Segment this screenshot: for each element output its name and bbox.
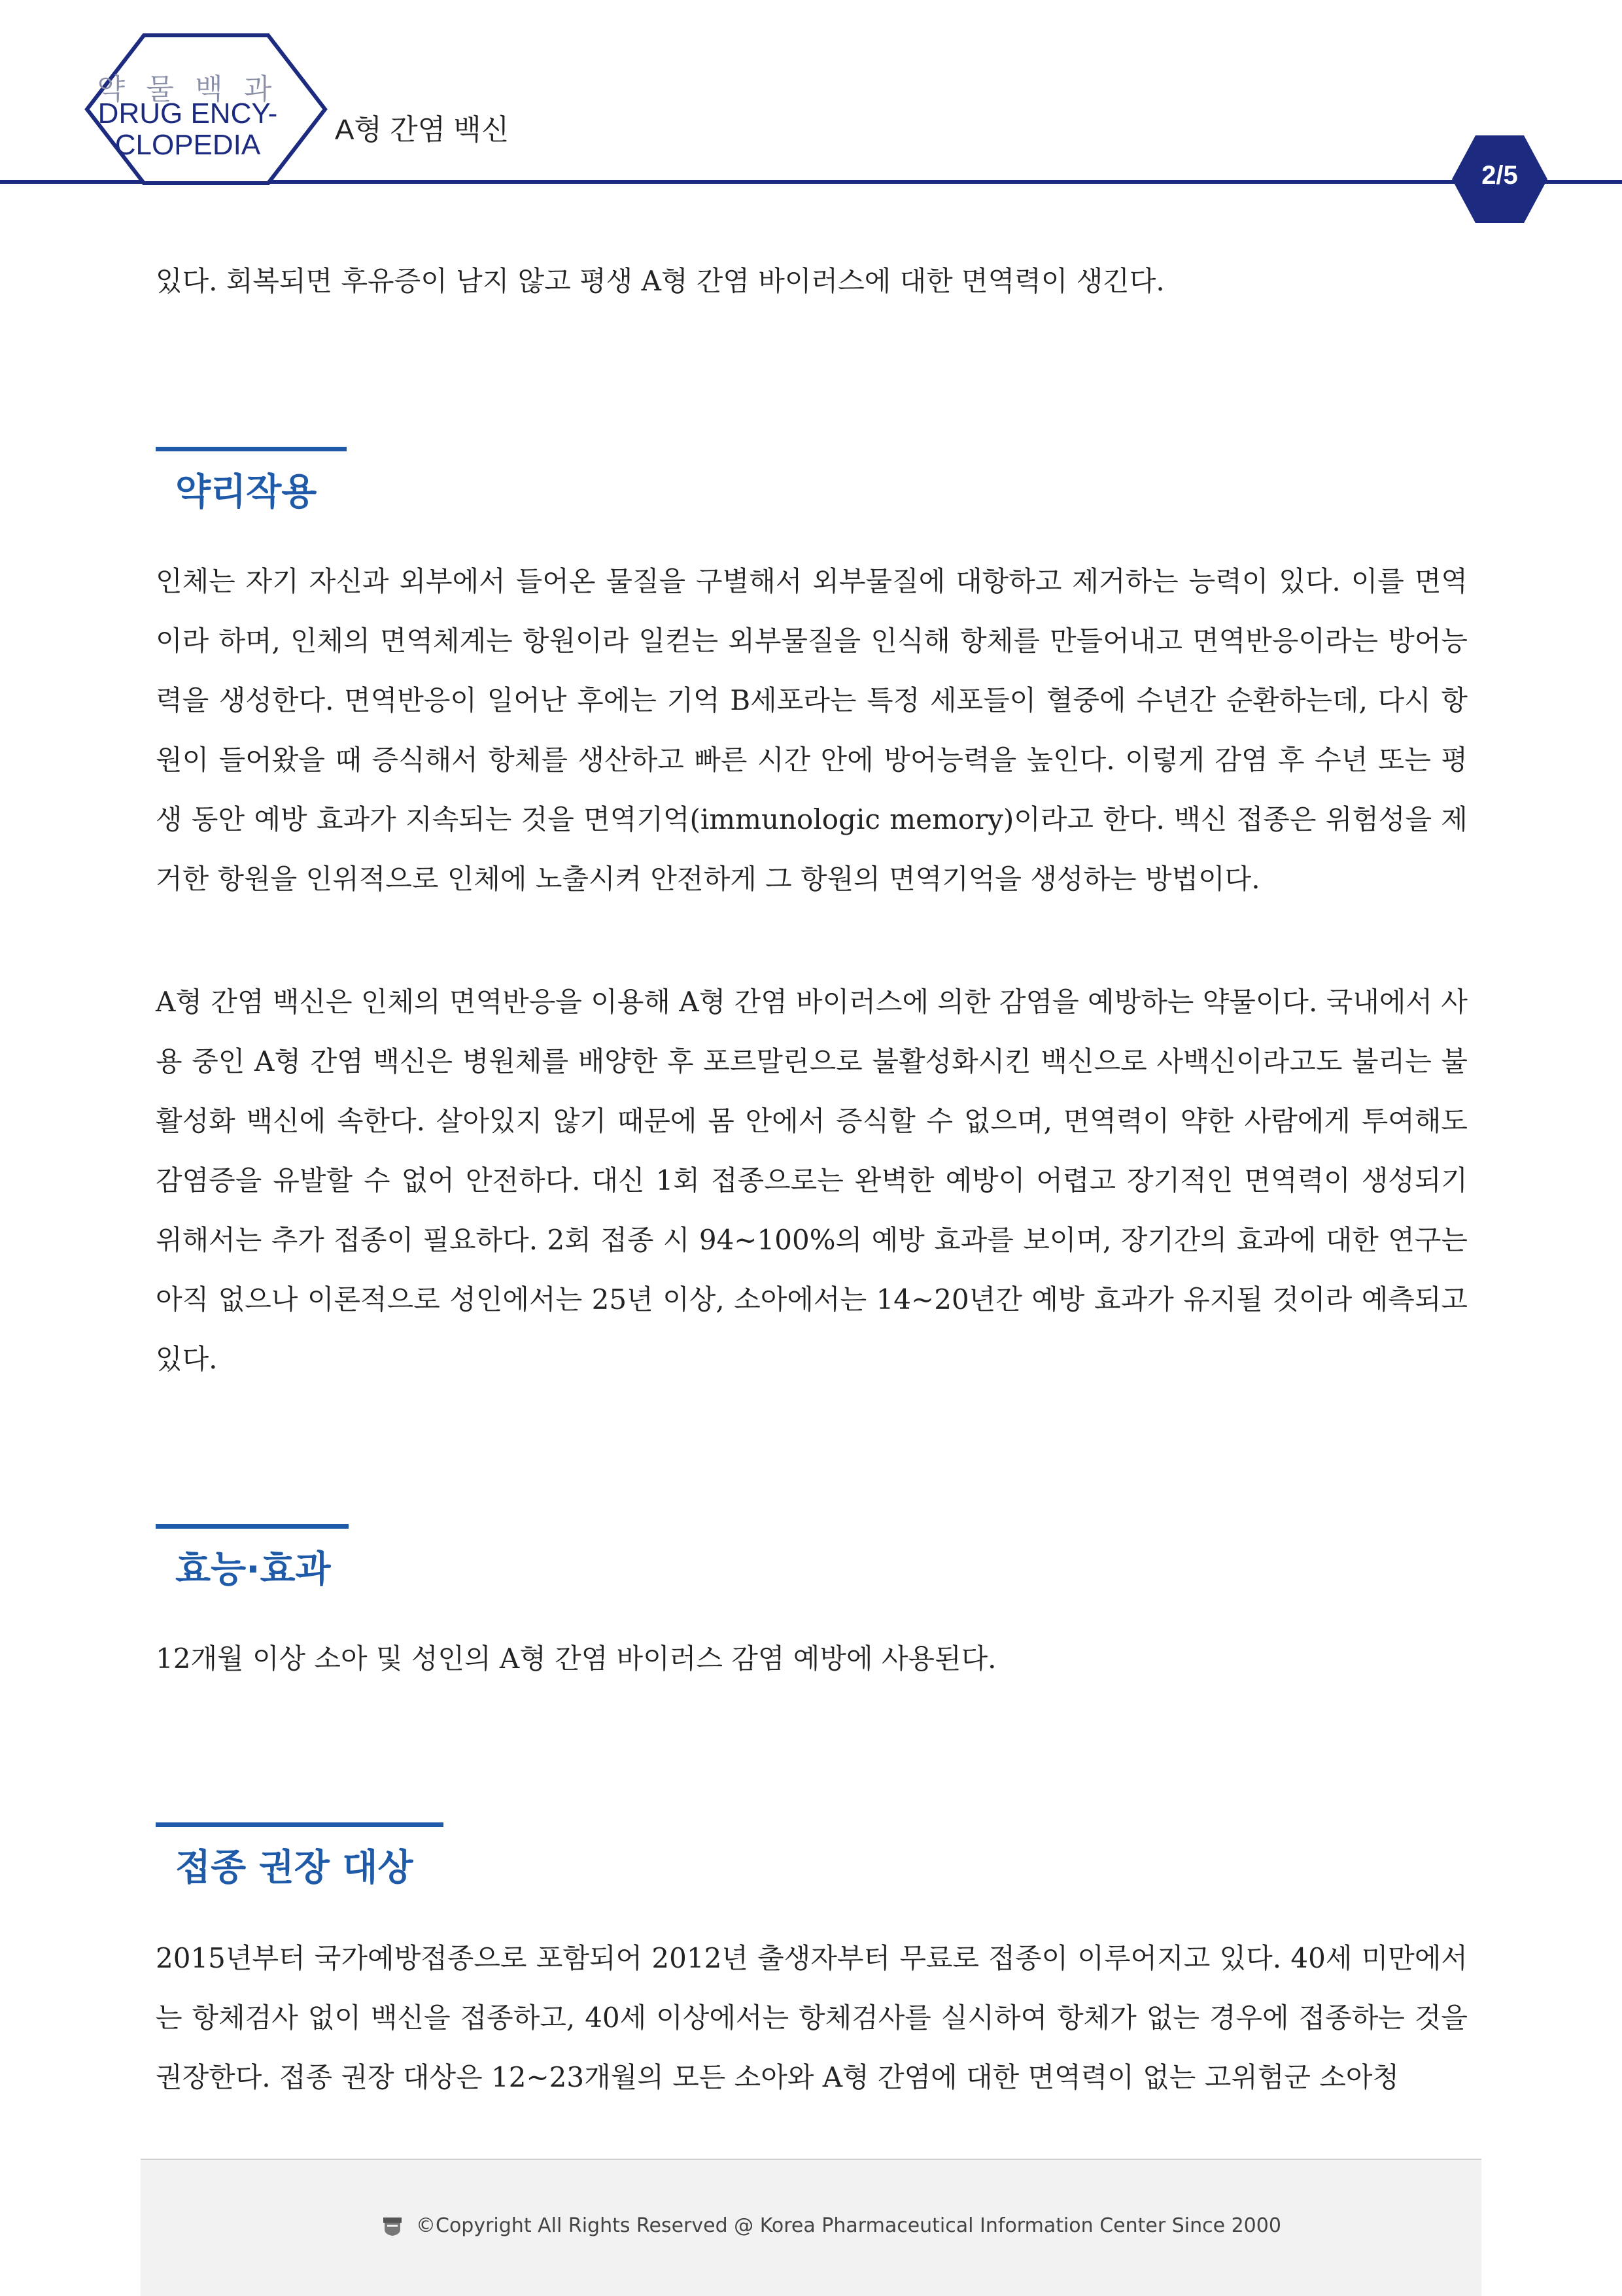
section-title-efficacy: 효능·효과 bbox=[175, 1548, 331, 1591]
section-bar-pharmacology bbox=[156, 447, 347, 451]
logo-english-line1: DRUG ENCY- bbox=[97, 97, 278, 130]
section-bar-efficacy bbox=[156, 1524, 349, 1529]
kpic-emblem-icon bbox=[381, 2214, 404, 2237]
pharmacology-paragraph-1: 인체는 자기 자신과 외부에서 들어온 물질을 구별해서 외부물질에 대항하고 제거하는 능력이 있다. 이를 면역이라 하며, 인체의 면역체계는 항원이라 일컫는 외부물질을 인식해 항체를 만들어내고 면역반응이라는 방어능력을 생성한다. 면역반응이 일어난 후에는 기억 B세포라는 특정 세포들이 혈중에 수년간 순환하는데, 다시 항원이 들어왔을 때 증식해서 항체를 생산하고 빠른 시간 안에 방어능력을 높인다. 이렇게 감염 후 수년 또는 평생 동안 예방 효과가 지속되는 것을 면역기억(immunologic memory)이라고 한다. 백신 접종은 위험성을 제거한 항원을 인위적으로 인체에 노출시켜 안전하게 그 항원의 면역기억을 생성하는 방법이다. bbox=[156, 565, 1468, 895]
page-indicator: 2/5 bbox=[1481, 161, 1518, 190]
logo-korean-text: 약 물 백 과 bbox=[97, 73, 279, 105]
document-title: A형 간염 백신 bbox=[335, 114, 509, 146]
intro-continuation-paragraph: 있다. 회복되면 후유증이 남지 않고 평생 A형 간염 바이러스에 대한 면역력이 생긴다. bbox=[156, 265, 1165, 297]
efficacy-paragraph: 12개월 이상 소아 및 성인의 A형 간염 바이러스 감염 예방에 사용된다. bbox=[156, 1643, 997, 1675]
logo-english-line2: CLOPEDIA bbox=[114, 129, 261, 161]
section-title-recommended-recipients: 접종 권장 대상 bbox=[175, 1847, 413, 1889]
footer-copyright: ©Copyright All Rights Reserved @ Korea Pharmaceutical Information Center Since 2000 bbox=[416, 2214, 1281, 2237]
pharmacology-paragraph-2: A형 간염 백신은 인체의 면역반응을 이용해 A형 간염 바이러스에 의한 감염을 예방하는 약물이다. 국내에서 사용 중인 A형 간염 백신은 병원체를 배양한 후 포르말린으로 불활성화시킨 백신으로 사백신이라고도 불리는 불활성화 백신에 속한다. 살아있지 않기 때문에 몸 안에서 증식할 수 없으며, 면역력이 약한 사람에게 투여해도 감염증을 유발할 수 없어 안전하다. 대신 1회 접종으로는 완벽한 예방이 어렵고 장기적인 면역력이 생성되기 위해서는 추가 접종이 필요하다. 2회 접종 시 94~100%의 예방 효과를 보이며, 장기간의 효과에 대한 연구는 아직 없으나 이론적으로 성인에서는 25년 이상, 소아에서는 14~20년간 예방 효과가 유지될 것이라 예측되고 있다. bbox=[156, 986, 1468, 1375]
recommended-recipients-paragraph: 2015년부터 국가예방접종으로 포함되어 2012년 출생자부터 무료로 접종이 이루어지고 있다. 40세 미만에서는 항체검사 없이 백신을 접종하고, 40세 이상에서는 항체검사를 실시하여 항체가 없는 경우에 접종하는 것을 권장한다. 접종 권장 대상은 12~23개월의 모든 소아와 A형 간염에 대한 면역력이 없는 고위험군 소아청 bbox=[156, 1942, 1468, 2093]
section-title-pharmacology: 약리작용 bbox=[175, 471, 317, 513]
section-bar-recommended-recipients bbox=[156, 1822, 443, 1827]
